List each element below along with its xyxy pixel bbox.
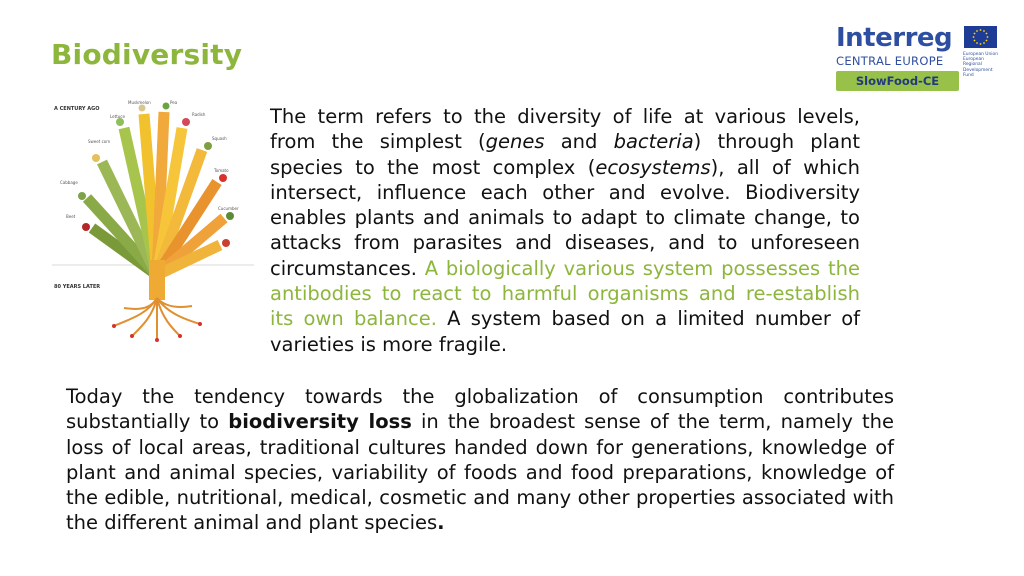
highlighted-sentence: A biologically various system possesses the antibodies to react to harmful organisms and re-establish its own balance. [270,256,860,331]
text-run: in the broadest sense of the term, namely the loss of local areas, traditional cultures handed down for generations, knowledge of plant and animal species, variability of foods and food preparations, knowledge of the edible, nutritional, medical, cosmetic and many other properties associated with the different animal and plant species [66,410,894,535]
illustration-header-label: A CENTURY AGO [54,106,100,112]
crop-label: Pea [170,100,178,105]
eu-flag-icon [964,26,997,48]
logo-brand: Interreg [836,23,953,53]
crop-label: Radish [192,112,206,117]
illustration-footer-label: 80 YEARS LATER [54,284,101,290]
globalization-paragraph [66,384,894,536]
text-run: ), all of which intersect, influence each other and evolve. Biodiversity enables plants and animals to adapt to climate change, to attacks from parasites and diseases, and to unforeseen circumstances. [270,155,860,280]
final-period: . [437,511,445,535]
term-genes: genes [485,130,545,154]
text-run: and [544,130,614,154]
intro-paragraph [270,104,860,357]
crop-label: Tomato [214,168,229,173]
text-run: The term refers to the diversity of life at various levels, from the simplest ( [270,105,860,154]
crop-label: Beet [66,214,76,219]
term-ecosystems: ecosystems [595,155,711,179]
eu-fund-text: European Union European Regional Development Fund [963,52,998,78]
slide-title: Biodiversity [51,38,243,71]
text-run: A system based on a limited number of varieties is more fragile. [270,307,860,356]
crop-label: Lettuce [110,114,125,119]
logo-project-badge: SlowFood-CE [836,71,959,91]
term-biodiversity-loss: biodiversity loss [228,410,412,434]
crop-diversity-illustration [52,100,254,348]
text-run: Today the tendency towards the globalization of consumption contributes substantially to [66,385,894,434]
term-bacteria: bacteria [613,130,694,154]
crop-label: Sweet corn [88,139,111,144]
text-run: ) through plant species to the most complex ( [270,130,860,179]
crop-label: Squash [212,136,227,141]
interreg-logo [832,22,1000,96]
crop-label: Muskmelon [128,100,151,105]
logo-program: CENTRAL EUROPE [836,54,944,68]
crop-label: Cucumber [218,206,239,211]
crop-label: Cabbage [60,180,78,185]
